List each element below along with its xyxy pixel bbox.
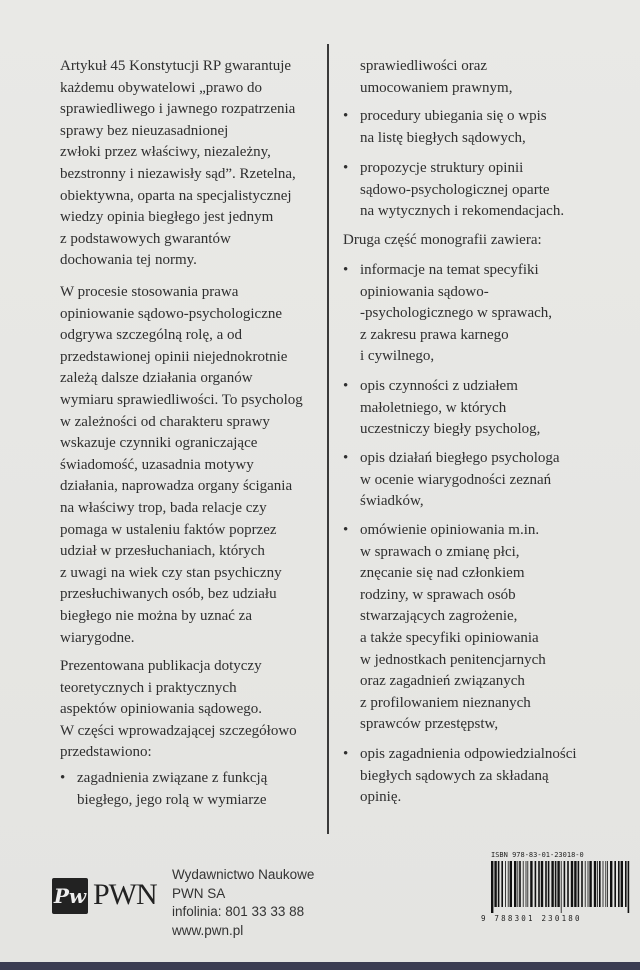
bullet-icon: • (343, 522, 349, 538)
text-line: zagadnienia związane z funkcją (77, 770, 268, 786)
barcode-bar (625, 861, 627, 907)
publisher-name: Wydawnictwo Naukowe (172, 867, 315, 882)
publisher-phone: infolinia: 801 33 33 88 (172, 904, 305, 919)
text-line: sprawiedliwego i jawnego rozpatrzenia (60, 101, 296, 118)
barcode-bar (571, 861, 573, 907)
barcode-bar (548, 861, 550, 907)
barcode-bar (585, 861, 586, 907)
barcode-bar (498, 861, 500, 907)
paragraph (360, 56, 512, 99)
text-line: opiniowania sądowo- (360, 283, 489, 300)
barcode-bar (523, 861, 524, 907)
bullet-item (343, 448, 560, 513)
text-line: zwłoki przez właściwy, niezależny, (60, 144, 271, 161)
publisher-company: PWN SA (172, 885, 226, 901)
bullet-icon: • (343, 262, 349, 278)
text-line: opinię. (360, 789, 402, 806)
text-line: działania, naprowadza organy ścigania (60, 478, 293, 495)
text-line: z podstawowych gwarantów (60, 230, 231, 247)
barcode-bar (530, 861, 532, 907)
barcode-bar (505, 861, 506, 907)
bullet-item (343, 744, 577, 809)
text-line: wiarygodne. (60, 629, 135, 646)
text-line: opis działań biegłego psychologa (360, 450, 560, 466)
barcode-bar (561, 861, 562, 913)
text-line: odgrywa szczególną rolę, a od (60, 327, 243, 344)
text-line: aspektów opiniowania sądowego. (60, 701, 263, 718)
barcode-bar (508, 861, 509, 907)
text-line: rodziny, w sprawach osób (360, 586, 516, 603)
text-line: biegłego nie można by uznać za (60, 607, 252, 624)
bullet-icon: • (343, 160, 349, 176)
barcode-bar (545, 861, 547, 907)
bullet-item (60, 768, 268, 811)
barcode-bar (541, 861, 543, 907)
text-line: omówienie opiniowania m.in. (360, 522, 540, 538)
text-line: Artykuł 45 Konstytucji RP gwarantuje (60, 58, 292, 74)
text-line: i cywilnego, (360, 348, 435, 365)
text-line: W części wprowadzającej szczegółowo (60, 722, 297, 739)
bullet-item (343, 520, 546, 736)
text-line: opis czynności z udziałem (360, 378, 518, 394)
isbn-label: ISBN 978-83-01-23018-0 (491, 851, 584, 859)
bullet-item (343, 376, 541, 441)
text-line: udział w przesłuchaniach, których (60, 543, 265, 560)
barcode-bar (607, 861, 608, 907)
publisher-info (172, 866, 314, 940)
bullet-icon: • (343, 746, 349, 762)
text-line: sprawiedliwości oraz (360, 58, 488, 74)
barcode-bar (610, 861, 612, 907)
text-line: -psychologicznego w sprawach, (360, 305, 553, 322)
bullet-icon: • (343, 450, 349, 466)
barcode-bar (491, 861, 493, 913)
barcode-bar (597, 861, 598, 907)
text-line: wskazuje czynniki ograniczające (60, 435, 258, 452)
barcode-bar (574, 861, 576, 907)
text-line: propozycje struktury opinii (360, 160, 524, 176)
text-line: w sprawach o zmianę płci, (360, 543, 520, 560)
text-line: Prezentowana publikacja dotyczy (60, 658, 262, 674)
text-line: stwarzających zagrożenie, (360, 608, 518, 625)
text-line: z zakresu prawa karnego (360, 326, 509, 343)
text-line: bezstronny i niezawisły sąd”. Rzetelna, (60, 165, 296, 182)
text-line: przesłuchiwanych osób, bez udziału (60, 586, 277, 603)
barcode-bar (527, 861, 528, 907)
barcode-bar (614, 861, 616, 907)
text-line: świadomość, uzasadnia motywy (60, 456, 254, 473)
text-line: opis zagadnienia odpowiedzialności (360, 746, 577, 762)
text-line: dochowania tej normy. (60, 252, 197, 269)
barcode-bar (526, 861, 527, 907)
bullet-icon: • (343, 378, 349, 394)
text-line: sądowo-psychologicznej oparte (360, 181, 550, 198)
barcode-bar (621, 861, 623, 907)
text-line: z profilowaniem nieznanych (360, 694, 531, 711)
barcode-bar (594, 861, 596, 907)
barcode-bar (628, 861, 630, 913)
barcode-bar (588, 861, 589, 907)
text-line: znęcanie się nad członkiem (360, 565, 525, 582)
paragraph (60, 56, 296, 272)
pwn-logo-icon: Pw (52, 878, 88, 914)
barcode-bar (618, 861, 620, 907)
text-line: uczestniczy biegły psycholog, (360, 421, 541, 438)
text-line: opiniowanie sądowo-psychologiczne (60, 305, 283, 322)
barcode-bar (564, 861, 566, 907)
barcode-digits: 9 788301 230180 (481, 914, 582, 923)
text-line: małoletniego, w których (360, 399, 507, 416)
barcode-icon (487, 861, 633, 913)
text-line: zależą dalsze działania organów (60, 370, 253, 387)
bullet-icon: • (60, 770, 66, 786)
text-line: wiedzy opinia biegłego jest jednym (60, 209, 274, 226)
publisher-logo-text: PWN (93, 878, 157, 911)
barcode-bar (578, 861, 580, 907)
text-line: na listę biegłych sądowych, (360, 129, 526, 146)
paragraph (60, 656, 297, 764)
text-line: przedstawionej opinii niejednokrotnie (60, 348, 288, 365)
text-line: W procesie stosowania prawa (60, 284, 239, 300)
barcode-bar (514, 861, 516, 907)
text-line: a także specyfiki opiniowania (360, 629, 539, 646)
barcode-bar (510, 861, 512, 907)
text-line: w zależności od charakteru sprawy (60, 413, 270, 430)
barcode-bar (517, 861, 518, 907)
text-line: oraz zagadnień związanych (360, 673, 525, 690)
barcode-bar (567, 861, 569, 907)
barcode-bar (538, 861, 540, 907)
barcode-bar (551, 861, 553, 907)
barcode-bar (535, 861, 537, 907)
paragraph (60, 282, 303, 649)
bullet-item (343, 158, 565, 223)
bullet-item (343, 106, 547, 149)
text-line: teoretycznych i praktycznych (60, 679, 237, 696)
bottom-edge (0, 962, 640, 970)
bullet-icon: • (343, 108, 349, 124)
barcode-bar (555, 861, 557, 907)
publisher-website: www.pwn.pl (172, 922, 244, 938)
text-line: Druga część monografii zawiera: (343, 232, 542, 248)
barcode-bar (557, 861, 559, 907)
barcode-bar (603, 861, 604, 907)
text-line: na właściwy trop, bada relacje czy (60, 499, 267, 516)
bullet-item (343, 260, 553, 368)
text-line: sprawców przestępstw, (360, 716, 499, 733)
text-line: biegłych sądowych za składaną (360, 767, 549, 784)
barcode-bar (519, 861, 521, 907)
barcode-bar (581, 861, 583, 907)
text-line: biegłego, jego rolą w wymiarze (77, 791, 267, 808)
text-line: obiektywna, oparta na specjalistycznej (60, 187, 292, 204)
barcode-bar (605, 861, 606, 907)
paragraph (343, 230, 542, 252)
text-line: pomaga w ustaleniu faktów poprzez (60, 521, 277, 538)
column-divider (327, 44, 329, 834)
text-line: wymiaru sprawiedliwości. To psycholog (60, 391, 303, 408)
text-line: w jednostkach penitencjarnych (360, 651, 546, 668)
text-line: sprawy bez nieuzasadnionej (60, 122, 229, 139)
text-line: umocowaniem prawnym, (360, 79, 513, 96)
text-line: procedury ubiegania się o wpis (360, 108, 547, 124)
text-line: w ocenie wiarygodności zeznań (360, 471, 552, 488)
text-line: na wytycznych i rekomendacjach. (360, 203, 565, 220)
text-line: świadków, (360, 493, 424, 510)
text-line: każdemu obywatelowi „prawo do (60, 79, 263, 96)
barcode-bar (494, 861, 496, 907)
text-line: przedstawiono: (60, 744, 152, 761)
text-line: informacje na temat specyfiki (360, 262, 539, 278)
barcode-bar (589, 861, 591, 907)
text-line: z uwagi na wiek czy stan psychiczny (60, 564, 282, 581)
barcode-bar (599, 861, 601, 907)
barcode-bar (501, 861, 503, 907)
